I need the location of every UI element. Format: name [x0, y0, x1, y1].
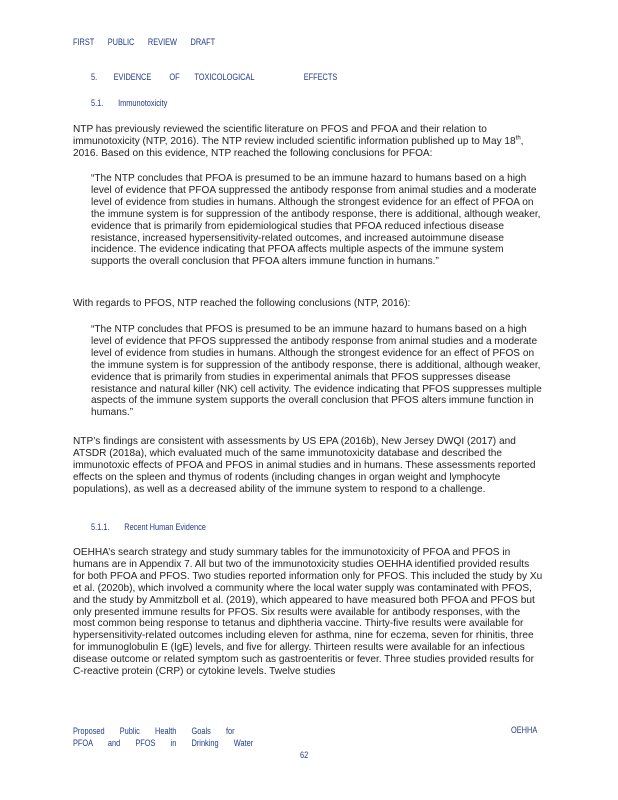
quote-pfoa-conclusion: “The NTP concludes that PFOA is presumed to be an immune hazard to humans based on a high level of evidence that PFOA suppressed the antibody response from animal studies and a moderate level of evidence from studies in humans. Although the strongest evidence for an effect of PFOA on the immune system is for suppression of the antibody response, there is additional, although weaker, evidence that is primarily from epidemiological studies that PFOA reduced infectious disease resistance, increased hypersensitivity-related outcomes, and increased autoimmune disease incidence. The evidence indicating that PFOA affects multiple aspects of the immune system supports the overall conclusion that PFOA alters immune function in humans.”	[91, 173, 541, 268]
quote-pfos-conclusion: “The NTP concludes that PFOS is presumed to be an immune hazard to humans based on a high level of evidence that PFOS suppressed the antibody response from animal studies and a moderate level of evidence from studies in humans. Although the strongest evidence for an effect of PFOS on the immune system is for suppression of the antibody response, there is additional, although weaker, evidence that is primarily from studies in experimental animals that PFOS suppresses disease resistance and natural killer (NK) cell activity. The evidence indicating that PFOS suppresses multiple aspects of the immune system supports the overall conclusion that PFOS alters immune function in humans.”	[91, 324, 542, 419]
section-heading	[91, 72, 337, 82]
section-word-3: TOXICOLOGICAL	[194, 72, 255, 82]
subsubsection-heading	[91, 522, 206, 532]
subsubsection-title: Recent Human Evidence	[124, 522, 206, 532]
subsection-heading	[91, 98, 167, 108]
section-word-2: OF	[169, 72, 180, 82]
paragraph-ntp-review	[73, 124, 543, 160]
subsection-number: 5.1.	[91, 98, 104, 108]
subsection-title: Immunotoxicity	[118, 98, 168, 108]
paragraph-oehha-search: OEHHA’s search strategy and study summary tables for the immunotoxicity of PFOA and PFOS in humans are in Appendix 7. All but two of the immunotoxicity studies OEHHA identified provided results for both PFOA and PFOS. Two studies reported information only for PFOS. This included the study by Xu et al. (2020b), which involved a community where the local water supply was contaminated with PFOS, and the study by Ammitzboll et al. (2019), which appeared to have measured both PFOA and PFOS but only presented immune results for PFOS. Six results were available for antibody responses, with the most common being response to tetanus and diphtheria vaccine. Thirty-five results were available for hypersensitivity-related outcomes including eleven for asthma, nine for eczema, seven for rhinitis, three for immunoglobulin E (IgE) levels, and five for allergy. Thirteen results were available for an infectious disease outcome or related symptom such as gastroenteritis or fever. Three studies provided results for C-reactive protein (CRP) or cytokine levels. Twelve studies	[73, 547, 543, 678]
footer-agency: OEHHA	[511, 725, 538, 735]
paragraph-pfos-intro: With regards to PFOS, NTP reached the following conclusions (NTP, 2016):	[73, 298, 411, 309]
page-number: 62	[300, 750, 309, 760]
section-word-4: EFFECTS	[303, 72, 338, 82]
paragraph-consistent-assessments: NTP’s findings are consistent with assessments by US EPA (2016b), New Jersey DWQI (2017) and ATSDR (2018a), which evaluated much of the same immunotoxicity database and described the immunotoxic effects of PFOA and PFOS in animal studies and in humans. These assessments reported effects on the spleen and thymus of rodents (including changes in organ weight and lymphocyte populations), as well as a decreased ability of the immune system to respond to a challenge.	[73, 436, 536, 495]
footer-title	[73, 725, 253, 749]
footer-line-2: PFOA and PFOS in Drinking Water	[73, 738, 254, 748]
section-number: 5.	[91, 72, 98, 82]
section-word-1: EVIDENCE	[113, 72, 152, 82]
subsubsection-number: 5.1.1.	[91, 522, 110, 532]
footer-line-1: Proposed Public Health Goals for	[73, 726, 235, 736]
paragraph-text: NTP has previously reviewed the scientific literature on PFOS and PFOA and their relation to immunotoxicity (NTP, 2016). The NTP review included scientific information published up to May 18	[73, 124, 516, 147]
draft-header: FIRST PUBLIC REVIEW DRAFT	[73, 37, 216, 47]
superscript: th	[515, 135, 521, 142]
paragraph-text: , 2016. Based on this evidence, NTP reached the following conclusions for PFOA:	[73, 135, 524, 159]
